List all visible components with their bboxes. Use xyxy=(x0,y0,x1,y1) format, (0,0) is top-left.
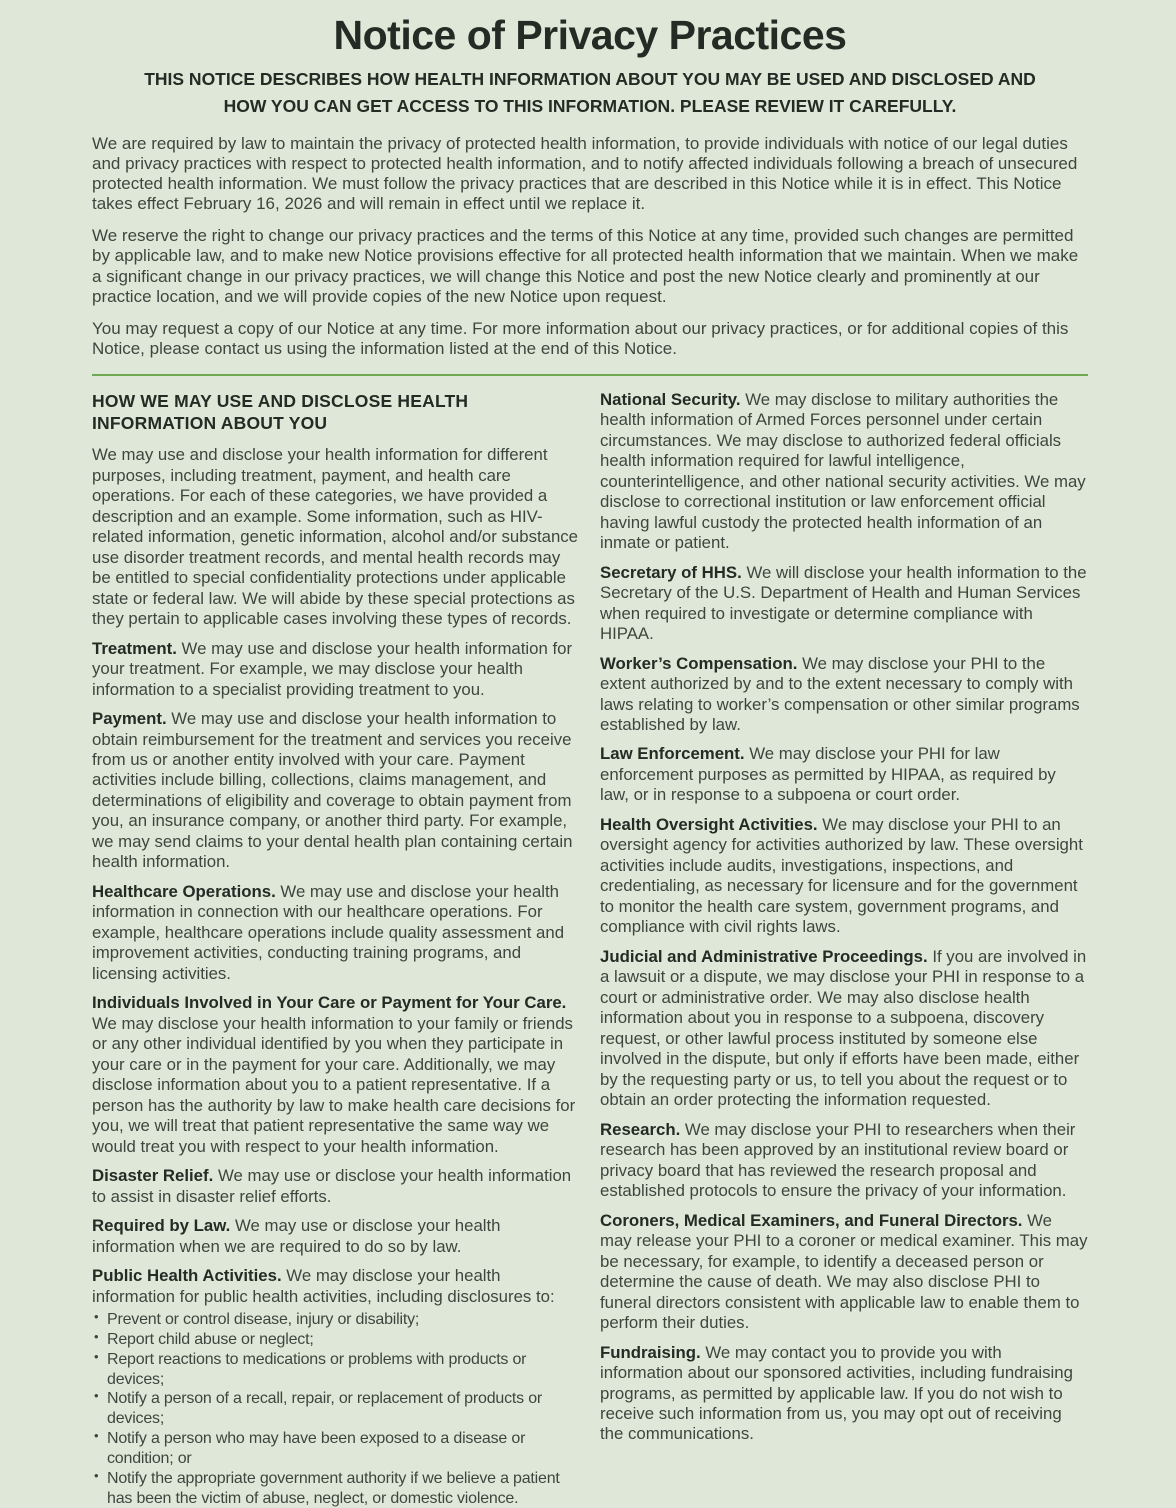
item-workers-compensation-text: We may disclose your PHI to the extent authorized by and to the extent necessary to comply with laws relating to worker’s compensation or other similar programs established by law. xyxy=(600,653,1080,734)
item-secretary-of-hhs xyxy=(600,563,1088,645)
item-law-enforcement-text: We may disclose your PHI for law enforcement purposes as permitted by HIPAA, as required by law, or in response to a subpoena or court order. xyxy=(600,744,1056,805)
item-treatment xyxy=(92,639,580,700)
list-item: • Report child abuse or neglect; xyxy=(92,1330,580,1350)
subtitle-line-2: HOW YOU CAN GET ACCESS TO THIS INFORMATION. PLEASE REVIEW IT CAREFULLY. xyxy=(223,96,957,117)
item-required-by-law-text: We may use or disclose your health information when we are required to do so by law. xyxy=(92,1216,501,1256)
item-secretary-of-hhs-text: We will disclose your health information to the Secretary of the U.S. Department of Health and Human Services when required to investigate or determine compliance with HIPAA. xyxy=(600,562,1087,644)
item-coroners-text: We may release your PHI to a coroner or medical examiner. This may be necessary, for example, to identify a deceased person or determine the cause of death. We may also disclose PHI to funeral directors consistent with applicable law to enable them to perform their duties. xyxy=(600,1210,1088,1333)
item-fundraising xyxy=(600,1343,1088,1445)
item-workers-compensation-label: Worker’s Compensation. xyxy=(600,653,798,673)
item-coroners xyxy=(600,1211,1088,1334)
item-payment-text: We may use and disclose your health information to obtain reimbursement for the treatment and services you receive from us or another entity involved with your care. Payment activities include billing, collections, claims management, and determinations of eligibility and coverage to obtain payment from you, an insurance company, or another third party. For example, we may send claims to your dental health plan containing certain health information. xyxy=(92,709,573,872)
left-column-intro: We may use and disclose your health information for different purposes, including treatment, payment, and health care operations. For each of these categories, we have provided a description and an example. Some information, such as HIV-related information, genetic information, alcohol and/or substance use disorder treatment records, and mental health records may be entitled to special confidentiality protections under applicable state or federal law. We will abide by these special protections as they pertain to applicable cases involving these types of records. xyxy=(92,445,579,629)
item-individuals-involved-label: Individuals Involved in Your Care or Payment for Your Care. xyxy=(92,993,567,1013)
list-item: • Report reactions to medications or problems with products or devices; xyxy=(92,1350,580,1390)
intro-section xyxy=(92,134,1088,358)
item-public-health-activities xyxy=(92,1266,580,1307)
item-workers-compensation xyxy=(600,654,1088,736)
item-health-oversight xyxy=(600,815,1088,938)
section-heading-how-we-may-use: HOW WE MAY USE AND DISCLOSE HEALTH INFORMATION ABOUT YOU xyxy=(92,390,469,434)
item-health-oversight-text: We may disclose your PHI to an oversight agency for activities authorized by law. These oversight activities include audits, investigations, inspections, and credentialing, as necessary for licensure and for the government to monitor the health care system, government programs, and compliance with civil rights laws. xyxy=(600,814,1083,937)
item-payment xyxy=(92,709,580,873)
item-judicial-proceedings-label: Judicial and Administrative Proceedings. xyxy=(600,946,928,966)
item-public-health-activities-text: We may disclose your health information for public health activities, including disclosures to: xyxy=(92,1266,555,1306)
item-healthcare-operations-text: We may use and disclose your health information in connection with our healthcare operations. For example, healthcare operations include quality assessment and improvement activities, conducting training programs, and licensing activities. xyxy=(92,881,565,983)
item-national-security-label: National Security. xyxy=(600,389,741,409)
item-individuals-involved xyxy=(92,993,580,1157)
item-healthcare-operations xyxy=(92,882,580,984)
item-secretary-of-hhs-label: Secretary of HHS. xyxy=(600,562,742,582)
item-national-security xyxy=(600,390,1088,554)
item-research-label: Research. xyxy=(600,1119,681,1139)
item-disaster-relief-label: Disaster Relief. xyxy=(92,1166,214,1186)
list-item: • Notify a person of a recall, repair, or replacement of products or devices; xyxy=(92,1389,580,1429)
item-healthcare-operations-label: Healthcare Operations. xyxy=(92,881,276,901)
item-law-enforcement xyxy=(600,744,1088,805)
public-health-bullet-list xyxy=(92,1310,580,1508)
item-research-text: We may disclose your PHI to researchers when their research has been approved by an institutional review board or privacy board that has reviewed the research proposal and established protocols to ensure the privacy of your information. xyxy=(600,1119,1076,1201)
item-fundraising-text: We may contact you to provide you with information about our sponsored activities, including fundraising programs, as permitted by applicable law. If you do not wish to receive such information from us, you may opt out of receiving the communications. xyxy=(600,1342,1073,1444)
intro-paragraph-3: You may request a copy of our Notice at any time. For more information about our privacy practices, or for additional copies of this Notice, please contact us using the information listed at the end of this Notice. xyxy=(92,318,1069,358)
list-item: • Notify the appropriate government authority if we believe a patient has been the victim of abuse, neglect, or domestic violence. xyxy=(92,1469,580,1508)
left-column xyxy=(92,390,580,1508)
subtitle-line-1: THIS NOTICE DESCRIBES HOW HEALTH INFORMATION ABOUT YOU MAY BE USED AND DISCLOSED AND xyxy=(144,69,1036,89)
item-required-by-law xyxy=(92,1216,580,1257)
item-fundraising-label: Fundraising. xyxy=(600,1342,701,1362)
two-column-body xyxy=(92,390,1088,1508)
item-coroners-label: Coroners, Medical Examiners, and Funeral Directors. xyxy=(600,1210,1023,1230)
item-disaster-relief xyxy=(92,1166,580,1207)
item-treatment-text: We may use and disclose your health information for your treatment. For example, we may disclose your health information to a specialist providing treatment to you. xyxy=(92,638,573,699)
item-disaster-relief-text: We may use or disclose your health information to assist in disaster relief efforts. xyxy=(92,1166,572,1206)
item-public-health-activities-label: Public Health Activities. xyxy=(92,1266,282,1286)
list-item: • Prevent or control disease, injury or disability; xyxy=(92,1310,580,1330)
item-judicial-proceedings-text: If you are involved in a lawsuit or a dispute, we may disclose your PHI in response to a court or administrative order. We may also disclose health information about you in response to a subpoena, discovery request, or other lawful process instituted by someone else involved in the dispute, but only if efforts have been made, either by the requesting party or us, to tell you about the request or to obtain an order protecting the information requested. xyxy=(600,946,1087,1110)
item-required-by-law-label: Required by Law. xyxy=(92,1216,231,1236)
document-subtitle xyxy=(92,66,1088,120)
item-treatment-label: Treatment. xyxy=(92,638,177,658)
item-national-security-text: We may disclose to military authorities the health information of Armed Forces personnel under certain circumstances. We may disclose to authorized federal officials health information required for lawful intelligence, counterintelligence, and other national security activities. We may disclose to correctional institution or law enforcement official having lawful custody the protected health information of an inmate or patient. xyxy=(600,389,1086,553)
item-individuals-involved-text: We may disclose your health information to your family or friends or any other individual identified by you when they participate in your care or in the payment for your care. Additionally, we may disclose information about you to a patient representative. If a person has the authority by law to make health care decisions for you, we will treat that patient representative the same way we would treat you with respect to your health information. xyxy=(92,1013,576,1156)
item-health-oversight-label: Health Oversight Activities. xyxy=(600,814,818,834)
item-research xyxy=(600,1120,1088,1202)
page-title: Notice of Privacy Practices xyxy=(333,12,847,58)
intro-paragraph-1: We are required by law to maintain the privacy of protected health information, to provide individuals with notice of our legal duties and privacy practices with respect to protected health information, and to notify affected individuals following a breach of unsecured protected health information. We must follow the privacy practices that are described in this Notice while it is in effect. This Notice takes effect February 16, 2026 and will remain in effect until we replace it. xyxy=(92,134,1078,214)
item-law-enforcement-label: Law Enforcement. xyxy=(600,744,745,764)
intro-paragraph-2: We reserve the right to change our privacy practices and the terms of this Notice at any time, provided such changes are permitted by applicable law, and to make new Notice provisions effective for all protected health information that we maintain. When we make a significant change in our privacy practices, we will change this Notice and post the new Notice clearly and prominently at our practice location, and we will provide copies of the new Notice upon request. xyxy=(92,226,1079,306)
list-item: • Notify a person who may have been exposed to a disease or condition; or xyxy=(92,1429,580,1469)
item-judicial-proceedings xyxy=(600,947,1088,1111)
right-column xyxy=(600,390,1088,1508)
item-payment-label: Payment. xyxy=(92,709,167,729)
section-divider xyxy=(92,374,1088,376)
